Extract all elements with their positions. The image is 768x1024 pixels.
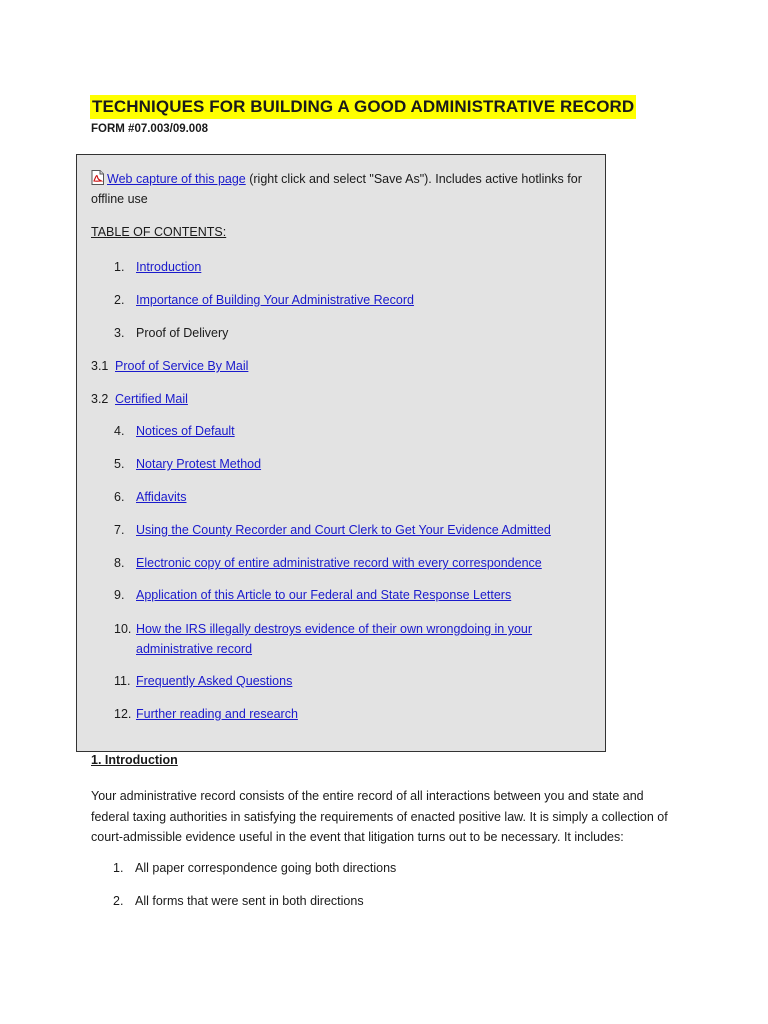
list-item-number: 2.	[113, 894, 124, 908]
introduction-paragraph: Your administrative record consists of the entire record of all interactions between you and state and federal taxing authorities in satisfying the requirements of enacted positive law. It is simply a collection of court-admissible evidence useful in the event that litigation turns out to be necessary. It includes:	[91, 789, 668, 844]
form-number: FORM #07.003/09.008	[91, 123, 208, 135]
toc-link-importance[interactable]: Importance of Building Your Administrative Record	[136, 293, 414, 307]
toc-item-number: 3.1	[91, 359, 109, 373]
toc-link-affidavits[interactable]: Affidavits	[136, 490, 187, 504]
list-item-text: All forms that were sent in both directions	[135, 894, 364, 908]
toc-item-number: 5.	[114, 457, 125, 471]
toc-label-proof-of-delivery: Proof of Delivery	[136, 326, 229, 340]
toc-link-introduction[interactable]: Introduction	[136, 260, 202, 274]
web-capture-note	[91, 169, 591, 209]
toc-link-proof-of-service[interactable]: Proof of Service By Mail	[115, 359, 249, 373]
section-heading-introduction: 1. Introduction	[91, 753, 178, 767]
toc-item-number: 12.	[114, 707, 132, 721]
toc-link-notary-protest[interactable]: Notary Protest Method	[136, 457, 262, 471]
table-of-contents-box	[76, 154, 606, 752]
toc-item-number: 4.	[114, 424, 125, 438]
toc-item-number: 1.	[114, 260, 125, 274]
toc-item-number: 3.	[114, 326, 125, 340]
toc-link-notices-of-default[interactable]: Notices of Default	[136, 424, 235, 438]
web-capture-link[interactable]: Web capture of this page	[107, 172, 246, 186]
list-item-number: 1.	[113, 861, 124, 875]
toc-link-irs-destroys-evidence-line2[interactable]: administrative record	[136, 642, 253, 656]
toc-item-number: 9.	[114, 588, 125, 602]
toc-link-certified-mail[interactable]: Certified Mail	[115, 392, 188, 406]
toc-item-number: 3.2	[91, 392, 109, 406]
toc-link-faq[interactable]: Frequently Asked Questions	[136, 674, 293, 688]
page-title: TECHNIQUES FOR BUILDING A GOOD ADMINISTRATIVE RECORD	[90, 95, 636, 119]
toc-item-number: 7.	[114, 523, 125, 537]
web-capture-description: (right click and select "Save As"). Includes active hotlinks for offline use	[91, 172, 582, 206]
toc-link-further-reading[interactable]: Further reading and research	[136, 707, 298, 721]
toc-item-number: 10.	[114, 622, 132, 636]
pdf-file-icon[interactable]	[91, 170, 104, 185]
toc-link-county-recorder[interactable]: Using the County Recorder and Court Clerk to Get Your Evidence Admitted	[136, 523, 551, 537]
toc-item-irs-destroys-evidence	[114, 619, 594, 659]
toc-link-application[interactable]: Application of this Article to our Federal and State Response Letters	[136, 588, 512, 602]
toc-item-number: 6.	[114, 490, 125, 504]
toc-link-electronic-copy[interactable]: Electronic copy of entire administrative record with every correspondence	[136, 556, 542, 570]
toc-heading: TABLE OF CONTENTS:	[91, 225, 227, 239]
toc-link-irs-destroys-evidence[interactable]: How the IRS illegally destroys evidence of their own wrongdoing in your	[136, 622, 533, 636]
toc-item-number: 8.	[114, 556, 125, 570]
toc-item-number: 11.	[114, 674, 131, 688]
toc-item-number: 2.	[114, 293, 125, 307]
list-item-text: All paper correspondence going both directions	[135, 861, 397, 875]
